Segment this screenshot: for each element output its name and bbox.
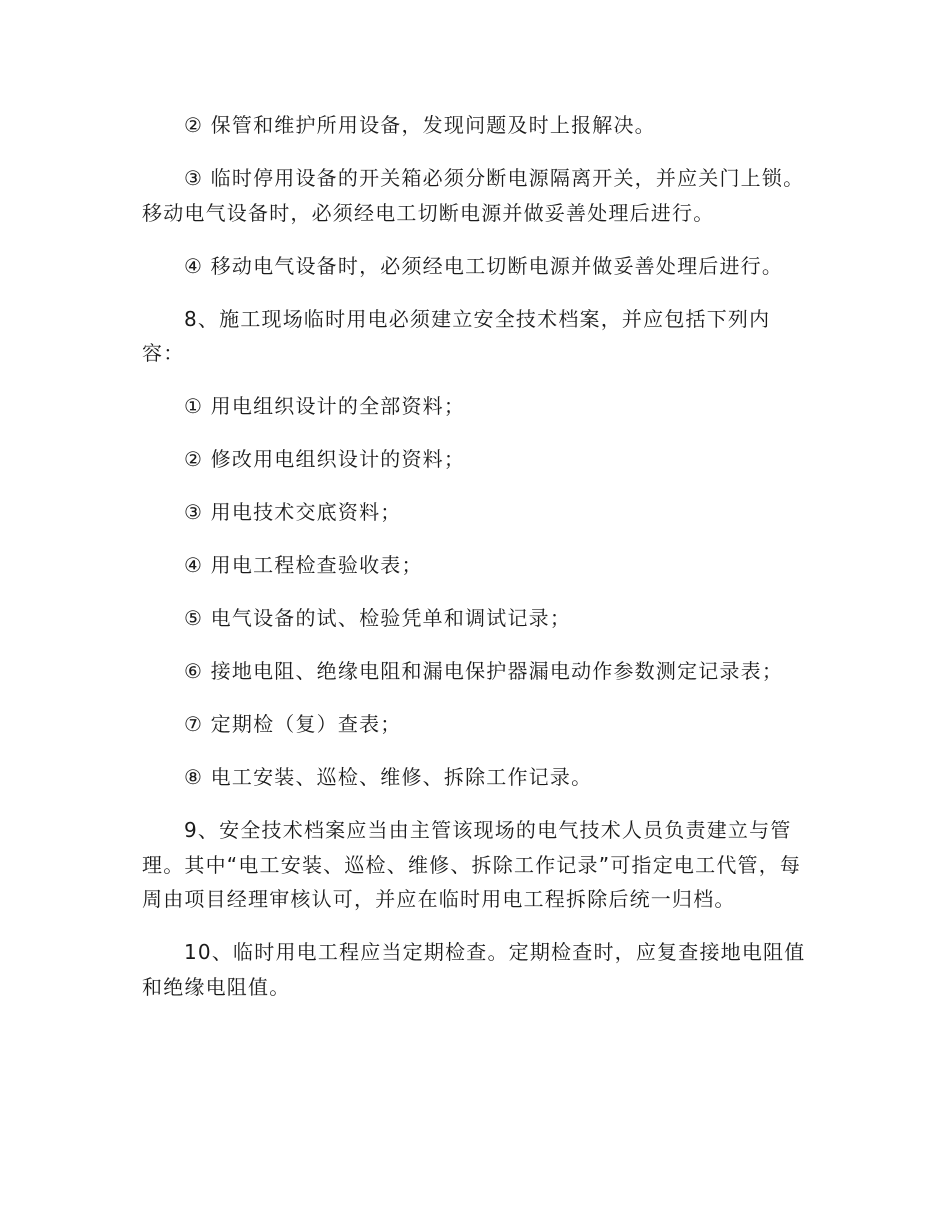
paragraph-item-4-moving: ④ 移动电气设备时，必须经电工切断电源并做妥善处理后进行。 xyxy=(184,253,784,278)
paragraph-list-8: ⑧ 电工安装、巡检、维修、拆除工作记录。 xyxy=(184,765,593,789)
paragraph-section-10: 10、临时用电工程应当定期检查。定期检查时，应复查接地电阻值和绝缘电阻值。 xyxy=(142,940,806,999)
paragraph-item-2: ② 保管和维护所用设备，发现问题及时上报解决。 xyxy=(184,113,656,137)
paragraph-list-7: ⑦ 定期检（复）查表； xyxy=(184,712,402,736)
paragraph-item-3-switchbox: ③ 临时停用设备的开关箱必须分断电源隔离开关，并应关门上锁。移动电气设备时，必须经电工切断电源并做妥善处理后进行。 xyxy=(142,166,805,225)
paragraph-list-3: ③ 用电技术交底资料； xyxy=(184,500,402,524)
paragraph-list-1: ① 用电组织设计的全部资料； xyxy=(184,394,466,418)
paragraph-list-4: ④ 用电工程检查验收表； xyxy=(184,553,423,577)
document-body xyxy=(142,108,812,1023)
paragraph-section-8: 8、施工现场临时用电必须建立安全技术档案，并应包括下列内容： xyxy=(142,306,771,365)
paragraph-section-9: 9、安全技术档案应当由主管该现场的电气技术人员负责建立与管理。其中“电工安装、巡检、维修、拆除工作记录”可指定电工代管，每周由项目经理审核认可，并应在临时用电工程拆除后统一归档。 xyxy=(142,818,802,911)
paragraph-list-6: ⑥ 接地电阻、绝缘电阻和漏电保护器漏电动作参数测定记录表； xyxy=(184,659,784,683)
paragraph-list-2: ② 修改用电组织设计的资料； xyxy=(184,447,466,471)
paragraph-list-5: ⑤ 电气设备的试、检验凭单和调试记录； xyxy=(184,606,572,630)
